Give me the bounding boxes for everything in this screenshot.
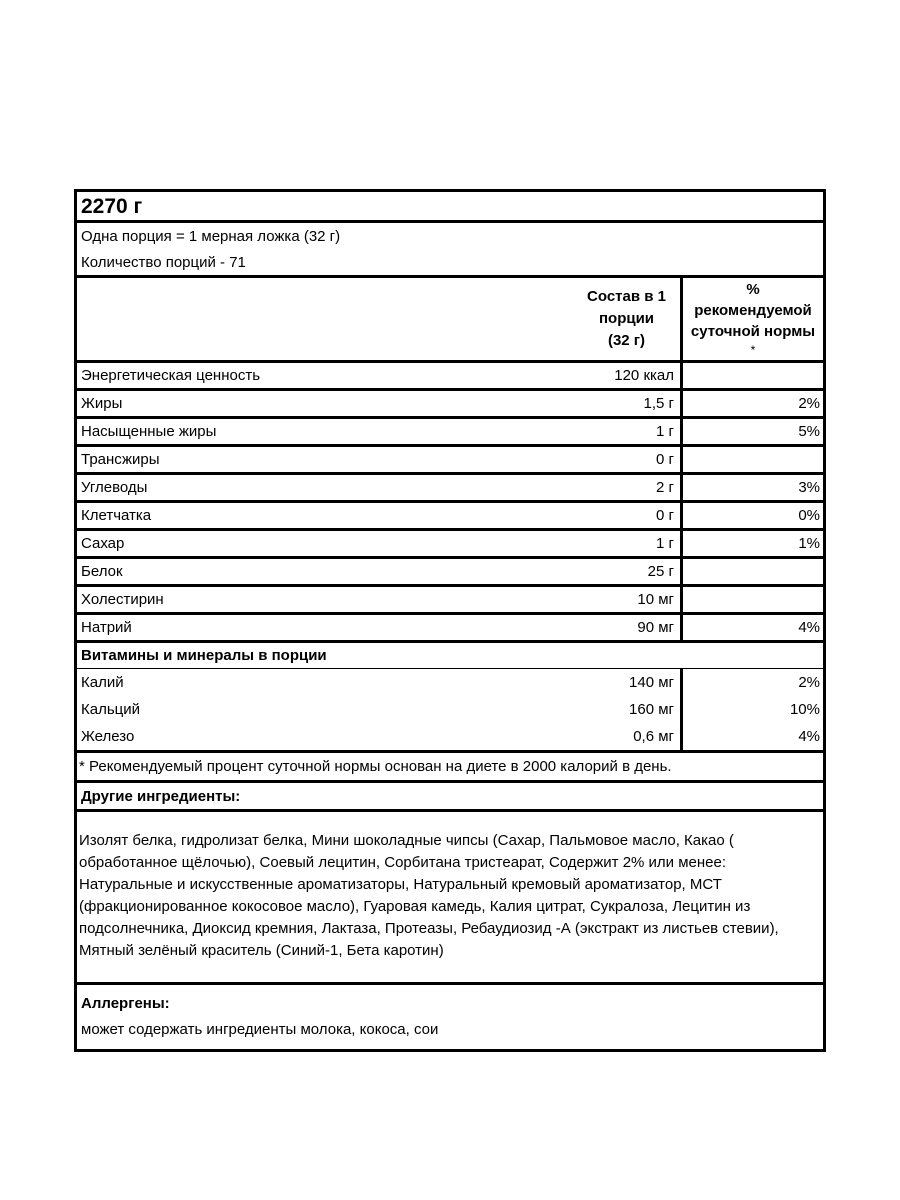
nutrient-amount: 90 мг — [573, 615, 683, 640]
table-row — [77, 556, 823, 584]
nutrient-name: Кальций — [81, 701, 140, 718]
nutrient-name: Насыщенные жиры — [81, 423, 217, 440]
nutrient-name: Углеводы — [81, 479, 148, 496]
allergens-label: Аллергены: — [81, 995, 170, 1012]
nutrient-amount: 1,5 г — [573, 391, 683, 416]
nutrient-name: Железо — [81, 728, 135, 745]
nutrient-daily-value: 5% — [798, 423, 820, 440]
vitamins-header: Витамины и минералы в порции — [81, 647, 327, 664]
table-row — [77, 500, 823, 528]
nutrient-amount: 0,6 мг — [573, 723, 683, 750]
table-row — [77, 472, 823, 500]
nutrient-name: Белок — [81, 563, 123, 580]
table-row — [77, 360, 823, 388]
table-row — [77, 668, 823, 696]
nutrient-daily-value: 4% — [798, 619, 820, 636]
nutrient-amount: 120 ккал — [573, 363, 683, 388]
nutrient-name: Холестирин — [81, 591, 164, 608]
other-ingredients-text: Изолят белка, гидролизат белка, Мини шоколадные чипсы (Сахар, Пальмовое масло, Какао ( обработанное щёлочью), Соевый лецитин, Сорбитана тристеарат, Содержит 2% или менее: Натуральные и искусственные ароматизаторы, Натуральный кремовый ароматизатор, МСТ (фракционированное кокосовое масло), Гуаровая камедь, Калия цитрат, Сукралоза, Лецитин из подсолнечника, Диоксид кремния, Лактаза, Протеазы, Ребаудиозид -А (экстракт из листьев стевии), Мятный зелёный краситель (Синий-1, Бета каротин) — [77, 809, 823, 982]
allergens-text: может содержать ингредиенты молока, кокоса, сои — [81, 1021, 439, 1038]
table-header — [77, 275, 823, 360]
nutrient-name: Энергетическая ценность — [81, 367, 261, 384]
table-row — [77, 696, 823, 723]
nutrient-table — [77, 360, 823, 640]
nutrient-amount: 1 г — [573, 419, 683, 444]
nutrient-amount: 160 мг — [573, 696, 683, 723]
nutrition-facts-panel — [74, 189, 826, 1052]
mineral-table — [77, 668, 823, 750]
amount-column-header: Состав в 1 порции (32 г) — [573, 278, 683, 360]
nutrient-name: Натрий — [81, 619, 132, 636]
nutrient-amount: 140 мг — [573, 669, 683, 696]
serving-size: Одна порция = 1 мерная ложка (32 г) — [81, 227, 341, 245]
servings-count: Количество порций - 71 — [81, 253, 246, 271]
table-row — [77, 612, 823, 640]
nutrient-amount: 25 г — [573, 559, 683, 584]
nutrient-daily-value: 4% — [798, 728, 820, 745]
nutrient-daily-value: 2% — [798, 674, 820, 691]
footnote-row — [77, 750, 823, 780]
nutrient-daily-value: 3% — [798, 479, 820, 496]
nutrient-name: Сахар — [81, 535, 125, 552]
nutrient-daily-value: 10% — [789, 701, 820, 718]
vitamins-header-row — [77, 640, 823, 668]
table-row — [77, 388, 823, 416]
nutrient-amount: 10 мг — [573, 587, 683, 612]
table-row — [77, 416, 823, 444]
nutrient-amount: 0 г — [573, 447, 683, 472]
daily-value-column-header: % рекомендуемой суточной нормы * — [690, 281, 816, 358]
nutrient-daily-value: 0% — [798, 507, 820, 524]
table-row — [77, 723, 823, 750]
nutrient-amount: 0 г — [573, 503, 683, 528]
other-ingredients-label: Другие ингредиенты: — [81, 787, 241, 805]
nutrient-amount: 2 г — [573, 475, 683, 500]
nutrient-amount: 1 г — [573, 531, 683, 556]
package-weight: 2270 г — [81, 194, 143, 218]
nutrient-name: Калий — [81, 674, 124, 691]
nutrient-name: Клетчатка — [81, 507, 152, 524]
nutrient-daily-value: 2% — [798, 395, 820, 412]
table-row — [77, 528, 823, 556]
nutrient-daily-value: 1% — [798, 535, 820, 552]
nutrient-name: Трансжиры — [81, 451, 160, 468]
other-ingredients-header — [77, 780, 823, 809]
table-row — [77, 584, 823, 612]
serving-size-row — [77, 220, 823, 249]
nutrient-name: Жиры — [81, 395, 123, 412]
servings-count-row — [77, 249, 823, 275]
table-row — [77, 444, 823, 472]
allergens-section — [77, 982, 823, 1049]
footnote: * Рекомендуемый процент суточной нормы основан на диете в 2000 калорий в день. — [79, 758, 672, 775]
